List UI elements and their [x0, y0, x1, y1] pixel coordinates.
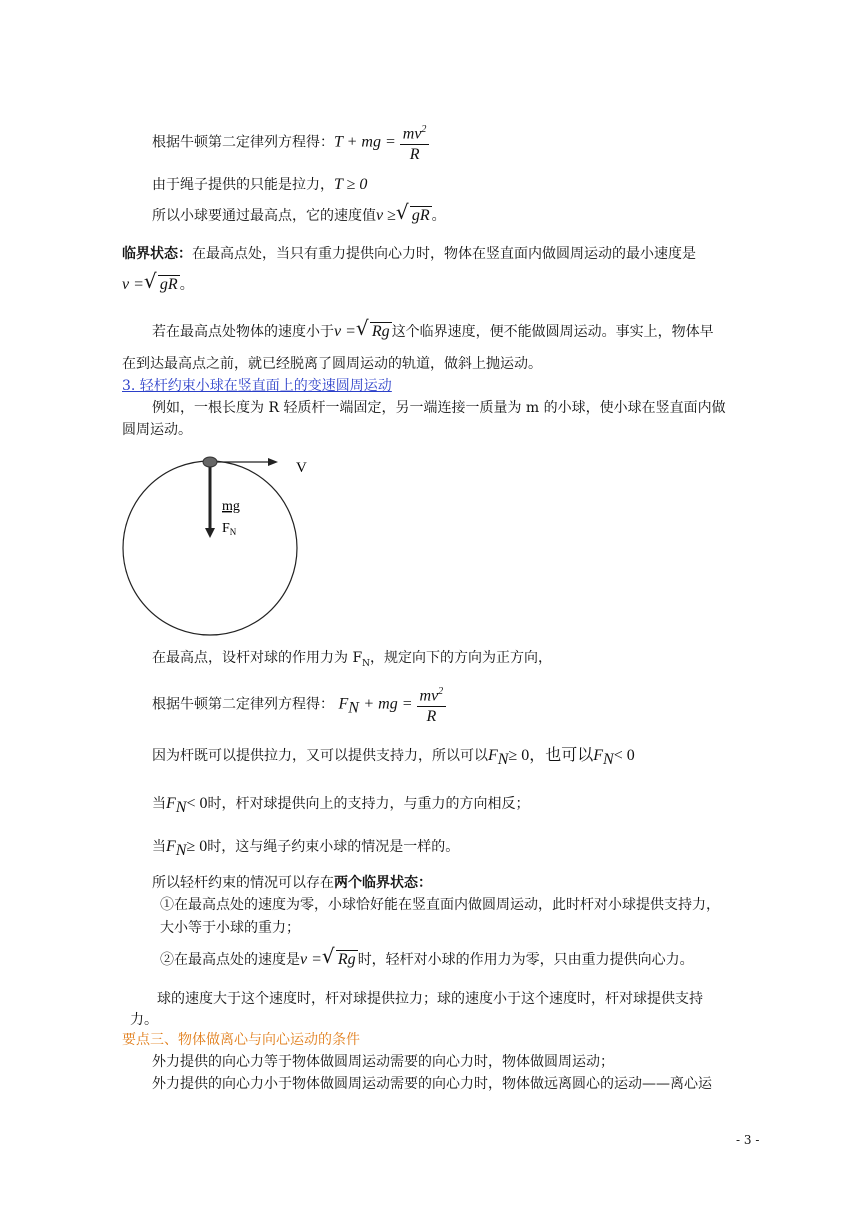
line-13: 当$F_N< 0$时，杆对球提供向上的支持力，与重力的方向相反； [152, 795, 530, 816]
page-number: - 3 - [736, 1133, 760, 1147]
fn-label: $F_N$ [222, 521, 237, 537]
rod-circle-diagram [120, 452, 460, 642]
mg-label: mg [222, 499, 240, 514]
line-19: 球的速度大于这个速度时，杆对球提供拉力；球的速度小于这个速度时，杆对球提供支持 [157, 991, 703, 1007]
ball [203, 457, 217, 467]
critical-state-line: 临界状态：在最高点处，当只有重力提供向心力时，物体在竖直面内做圆周运动的最小速度是 [122, 246, 696, 262]
line-10: 在最高点，设杆对球的作用力为 $F_N$，规定向下的方向为正方向， [152, 650, 553, 669]
fraction [400, 120, 430, 165]
line-6: 若在最高点处物体的速度小于v =√ Rg 这个临界速度，便不能做圆周运动。事实上，物体早 [152, 322, 714, 342]
equation-line-1 [152, 120, 433, 165]
line-7: 在到达最高点之前，就已经脱离了圆周运动的轨道，做斜上抛运动。 [122, 356, 542, 372]
line-5: v =√ gR 。 [122, 275, 194, 295]
line-2: 由于绳子提供的只能是拉力，T ≥ 0 [152, 176, 368, 193]
line-22: 外力提供的向心力小于物体做圆周运动需要的向心力时，物体做远离圆心的运动——离心运 [152, 1076, 712, 1092]
section-3-heading: 3. 轻杆约束小球在竖直面上的变速圆周运动 [122, 378, 392, 394]
section-key3-heading: 要点三、物体做离心与向心运动的条件 [122, 1032, 360, 1048]
v-label: V [296, 460, 307, 476]
line-20: 力。 [130, 1012, 158, 1028]
line-15: 所以轻杆约束的情况可以存在两个临界状态： [152, 875, 432, 891]
denominator: R [409, 146, 420, 164]
equation-line-2: 根据牛顿第二定律列方程得： $F_N$ + mg = $\frac{mv^2}{R}$ [152, 682, 450, 730]
text: 根据牛顿第二定律列方程得： [152, 134, 334, 151]
line-17: 大小等于小球的重力； [160, 920, 300, 936]
math: T + mg = [334, 133, 396, 151]
line-16: ①在最高点处的速度为零，小球恰好能在竖直面内做圆周运动，此时杆对小球提供支持力， [160, 897, 720, 913]
line-12: 因为杆既可以提供拉力，又可以提供支持力，所以可以$F_N\ge 0$，也可以$F_N< 0$ [152, 747, 635, 768]
line-18: ②在最高点处的速度是v =√ Rg 时，轻杆对小球的作用力为零，只由重力提供向心力。 [160, 950, 694, 970]
line-9: 圆周运动。 [122, 422, 192, 438]
line-8: 例如，一根长度为 R 轻质杆一端固定，另一端连接一质量为 m 的小球，使小球在竖直面内做 [152, 400, 726, 416]
sqrt: √ gR [398, 206, 432, 226]
numerator: $mv^2$ [400, 120, 430, 145]
line-3: 所以小球要通过最高点，它的速度值v ≥√ gR 。 [152, 206, 446, 226]
line-21: 外力提供的向心力等于物体做圆周运动需要的向心力时，物体做圆周运动； [152, 1054, 614, 1070]
line-14: 当$F_N\ge 0$时，这与绳子约束小球的情况是一样的。 [152, 838, 460, 859]
